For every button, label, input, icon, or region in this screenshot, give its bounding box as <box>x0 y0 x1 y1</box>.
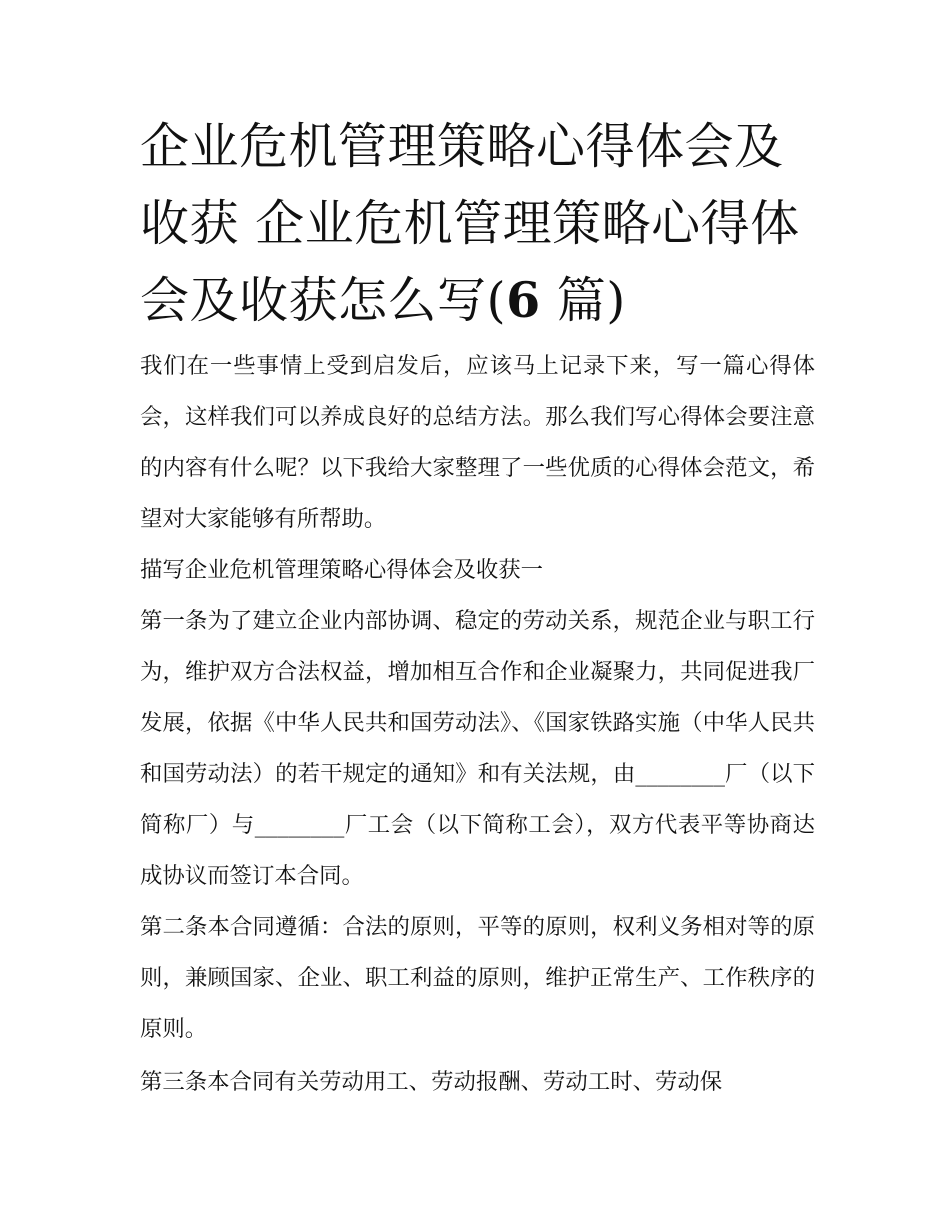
title-count: 6 <box>506 271 541 329</box>
document-body <box>140 341 815 1108</box>
title-suffix: 篇) <box>540 272 626 329</box>
article-1-paragraph: 第一条为了建立企业内部协调、稳定的劳动关系，规范企业与职工行为，维护双方合法权益，增加相互合作和企业凝聚力，共同促进我厂发展，依据《中华人民共和国劳动法》、《国家铁路实施（中华人民共和国劳动法）的若干规定的通知》和有关法规，由________厂（以下简称厂）与________厂工会（以下简称工会），双方代表平等协商达成协议而签订本合同。 <box>140 608 815 889</box>
intro-paragraph: 我们在一些事情上受到启发后，应该马上记录下来，写一篇心得体会，这样我们可以养成良好的总结方法。那么我们写心得体会要注意的内容有什么呢？以下我给大家整理了一些优质的心得体会范文，希望对大家能够有所帮助。 <box>140 353 815 532</box>
title-text: 企业危机管理策略心得体会及收获 企业危机管理策略心得体会及收获怎么写( <box>140 118 800 329</box>
section-heading: 描写企业危机管理策略心得体会及收获一 <box>140 557 544 583</box>
document-title <box>140 108 815 339</box>
document-page <box>140 108 815 1108</box>
article-2-paragraph: 第二条本合同遵循：合法的原则，平等的原则，权利义务相对等的原则，兼顾国家、企业、职工利益的原则，维护正常生产、工作秩序的原则。 <box>140 914 815 1042</box>
article-3-paragraph: 第三条本合同有关劳动用工、劳动报酬、劳动工时、劳动保 <box>140 1069 723 1095</box>
